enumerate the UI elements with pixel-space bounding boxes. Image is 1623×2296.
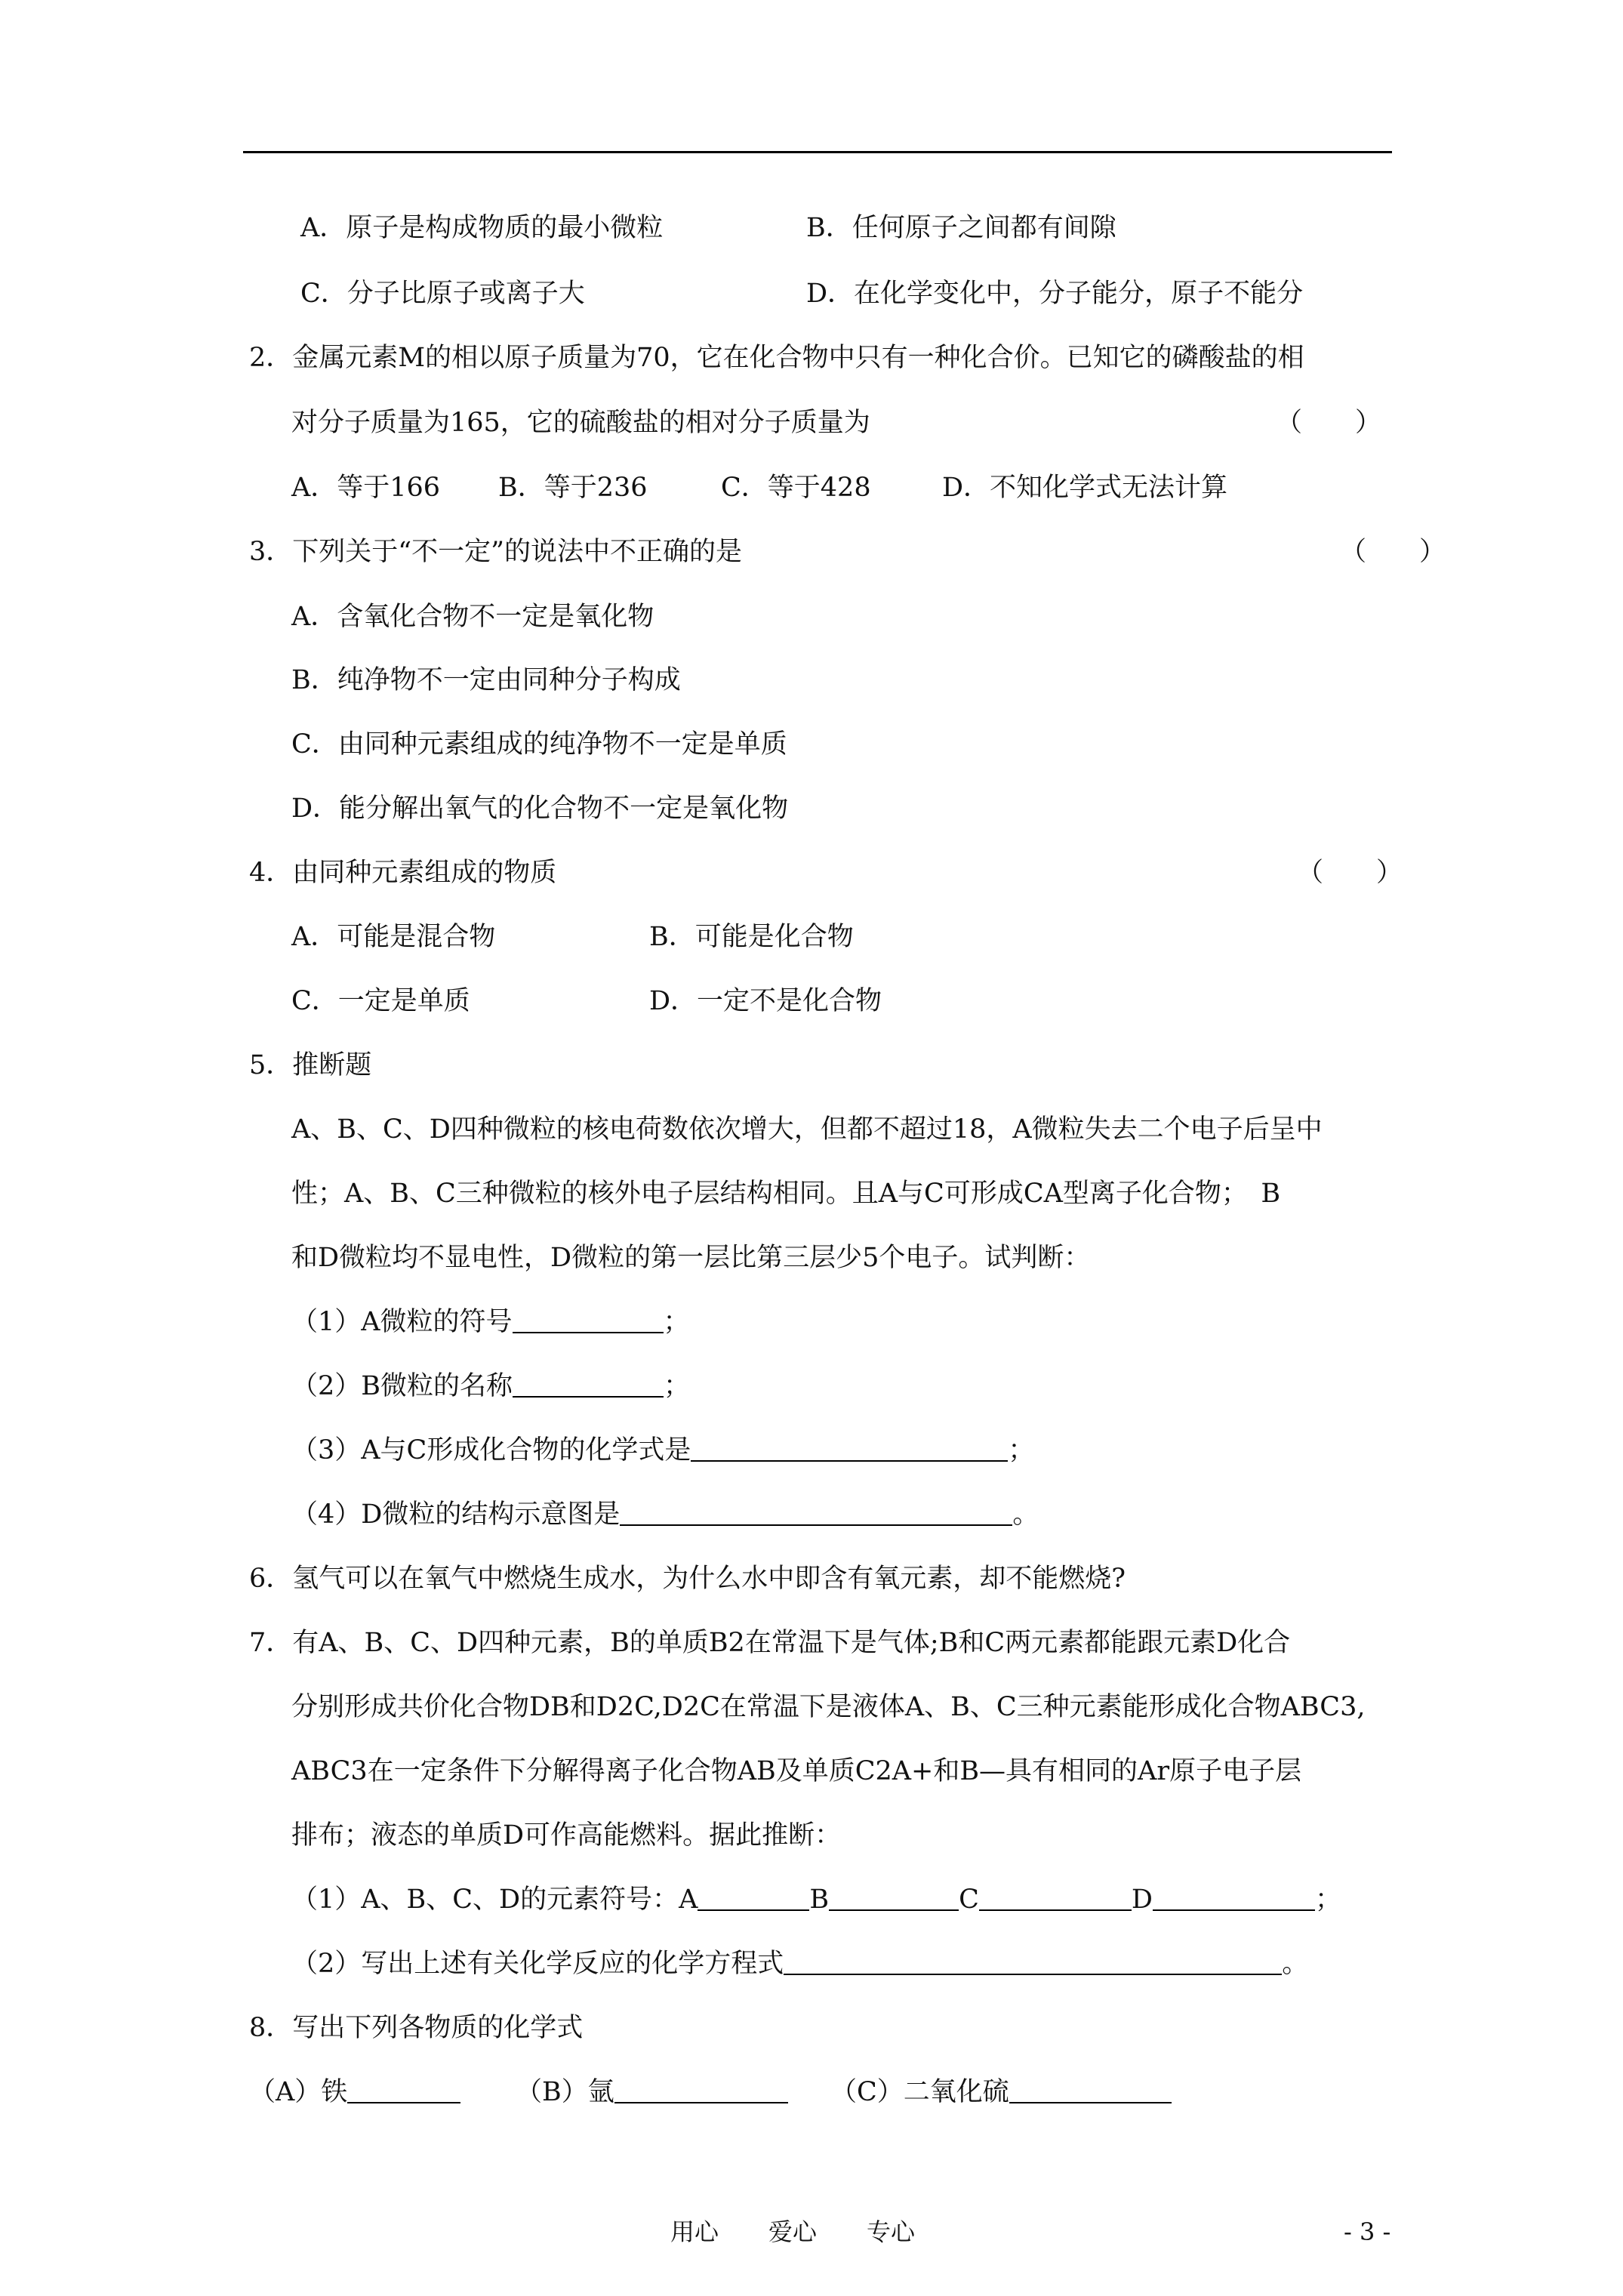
q7-sub1-label: （1）A、B、C、D的元素符号：A	[291, 1885, 698, 1915]
q3-option-a: A．含氧化合物不一定是氧化物	[291, 602, 654, 632]
q3-stem: 3．下列关于“不一定”的说法中不正确的是	[249, 537, 743, 567]
q7-blank-a[interactable]	[698, 1885, 809, 1911]
footer-motto-1: 用心	[670, 2217, 719, 2246]
q7-sub1	[291, 1881, 1341, 1918]
q7-label-d: D	[1131, 1885, 1153, 1915]
q4-answer-paren: （ ）	[1297, 858, 1403, 888]
q2-stem-line2: 对分子质量为165，它的硫酸盐的相对分子质量为	[291, 408, 870, 438]
q7-blank-d[interactable]	[1153, 1885, 1315, 1911]
q7-sub2-blank[interactable]	[784, 1949, 1282, 1975]
q5-sub3-label: （3）A与C形成化合物的化学式是	[291, 1435, 691, 1465]
q8-item-a	[249, 2074, 460, 2110]
q3-option-d: D．能分解出氧气的化合物不一定是氧化物	[291, 794, 789, 824]
q5-paragraph-line3: 和D微粒均不显电性，D微粒的第一层比第三层少5个电子。试判断：	[291, 1243, 1091, 1273]
q7-line2: 分别形成共价化合物DB和D2C,D2C在常温下是液体A、B、C三种元素能形成化合物ABC3,	[291, 1692, 1366, 1722]
footer-motto-3: 专心	[867, 2217, 916, 2246]
q4-option-a: A．可能是混合物	[291, 922, 496, 952]
q5-sub1-label: （1）A微粒的符号	[291, 1307, 513, 1337]
q5-title: 5．推断题	[249, 1050, 372, 1080]
footer-motto-2: 爱心	[768, 2217, 818, 2246]
q5-sub2	[291, 1368, 690, 1404]
q3-answer-paren: （ ）	[1340, 537, 1446, 567]
q7-label-c: C	[959, 1885, 979, 1915]
q2-option-d: D．不知化学式无法计算	[942, 473, 1228, 503]
q5-paragraph-line1: A、B、C、D四种微粒的核电荷数依次增大，但都不超过18，A微粒失去二个电子后呈中	[291, 1114, 1323, 1145]
q5-sub1-semicolon: ；	[663, 1307, 690, 1337]
q5-sub3	[291, 1432, 1034, 1469]
q6-stem: 6．氢气可以在氧气中燃烧生成水，为什么水中即含有氧元素，却不能燃烧?	[249, 1564, 1126, 1594]
q8-item-c	[830, 2074, 1172, 2110]
q1-option-c: C．分子比原子或离子大	[300, 279, 585, 309]
q2-answer-paren: （ ）	[1276, 408, 1382, 438]
q8-stem: 8．写出下列各物质的化学式	[249, 2013, 584, 2043]
q5-sub2-semicolon: ；	[664, 1371, 691, 1401]
q7-blank-c[interactable]	[979, 1885, 1132, 1911]
q4-option-b: B．可能是化合物	[649, 922, 854, 952]
page-number: - 3 -	[1344, 2217, 1391, 2246]
header-rule	[243, 151, 1392, 153]
q8-item-b-label: （B）氩	[516, 2077, 614, 2107]
q1-option-b: B．任何原子之间都有间隙	[806, 213, 1116, 243]
q8-item-c-label: （C）二氧化硫	[830, 2077, 1009, 2107]
q7-sub2	[291, 1946, 1308, 1982]
q7-line3: ABC3在一定条件下分解得离子化合物AB及单质C2A+和B—具有相同的Ar原子电子层	[291, 1756, 1302, 1786]
q5-sub3-semicolon: ；	[1008, 1435, 1035, 1465]
q5-paragraph-line2: 性；A、B、C三种微粒的核外电子层结构相同。且A与C可形成CA型离子化合物； B	[291, 1179, 1281, 1209]
q8-item-a-blank[interactable]	[347, 2078, 460, 2103]
q4-option-d: D．一定不是化合物	[649, 986, 882, 1016]
q8-item-c-blank[interactable]	[1009, 2078, 1172, 2103]
q1-option-a: A．原子是构成物质的最小微粒	[300, 213, 664, 243]
q5-sub4	[291, 1496, 1039, 1533]
q5-sub2-label: （2）B微粒的名称	[291, 1371, 513, 1401]
q3-option-b: B．纯净物不一定由同种分子构成	[291, 665, 681, 695]
q5-sub4-period: 。	[1012, 1499, 1039, 1530]
q5-sub4-blank[interactable]	[620, 1500, 1012, 1526]
q5-sub3-blank[interactable]	[691, 1436, 1008, 1462]
q7-label-b: B	[809, 1885, 830, 1915]
q8-item-b	[516, 2074, 788, 2110]
q5-sub4-label: （4）D微粒的结构示意图是	[291, 1499, 621, 1530]
q7-blank-b[interactable]	[829, 1885, 959, 1911]
q5-sub1	[291, 1304, 690, 1340]
q4-option-c: C．一定是单质	[291, 986, 470, 1016]
q2-option-b: B．等于236	[498, 473, 648, 503]
q4-stem: 4．由同种元素组成的物质	[249, 858, 557, 888]
q8-item-b-blank[interactable]	[614, 2078, 788, 2103]
q5-sub2-blank[interactable]	[513, 1372, 664, 1398]
q7-sub2-period: 。	[1282, 1949, 1309, 1979]
q2-stem-line1: 2．金属元素M的相以原子质量为70，它在化合物中只有一种化合价。已知它的磷酸盐的相	[249, 343, 1304, 373]
q7-line4: 排布；液态的单质D可作高能燃料。据此推断：	[291, 1820, 842, 1851]
q5-sub1-blank[interactable]	[513, 1308, 664, 1333]
q2-option-c: C．等于428	[721, 473, 871, 503]
q3-option-c: C．由同种元素组成的纯净物不一定是单质	[291, 729, 787, 760]
q8-item-a-label: （A）铁	[249, 2077, 348, 2107]
q7-sub2-label: （2）写出上述有关化学反应的化学方程式	[291, 1949, 784, 1979]
q1-option-d: D．在化学变化中，分子能分，原子不能分	[806, 279, 1304, 309]
q2-option-a: A．等于166	[291, 473, 441, 503]
q7-sub1-semicolon: ；	[1314, 1885, 1341, 1915]
q7-line1: 7．有A、B、C、D四种元素，B的单质B2在常温下是气体;B和C两元素都能跟元素D化合	[249, 1628, 1291, 1658]
